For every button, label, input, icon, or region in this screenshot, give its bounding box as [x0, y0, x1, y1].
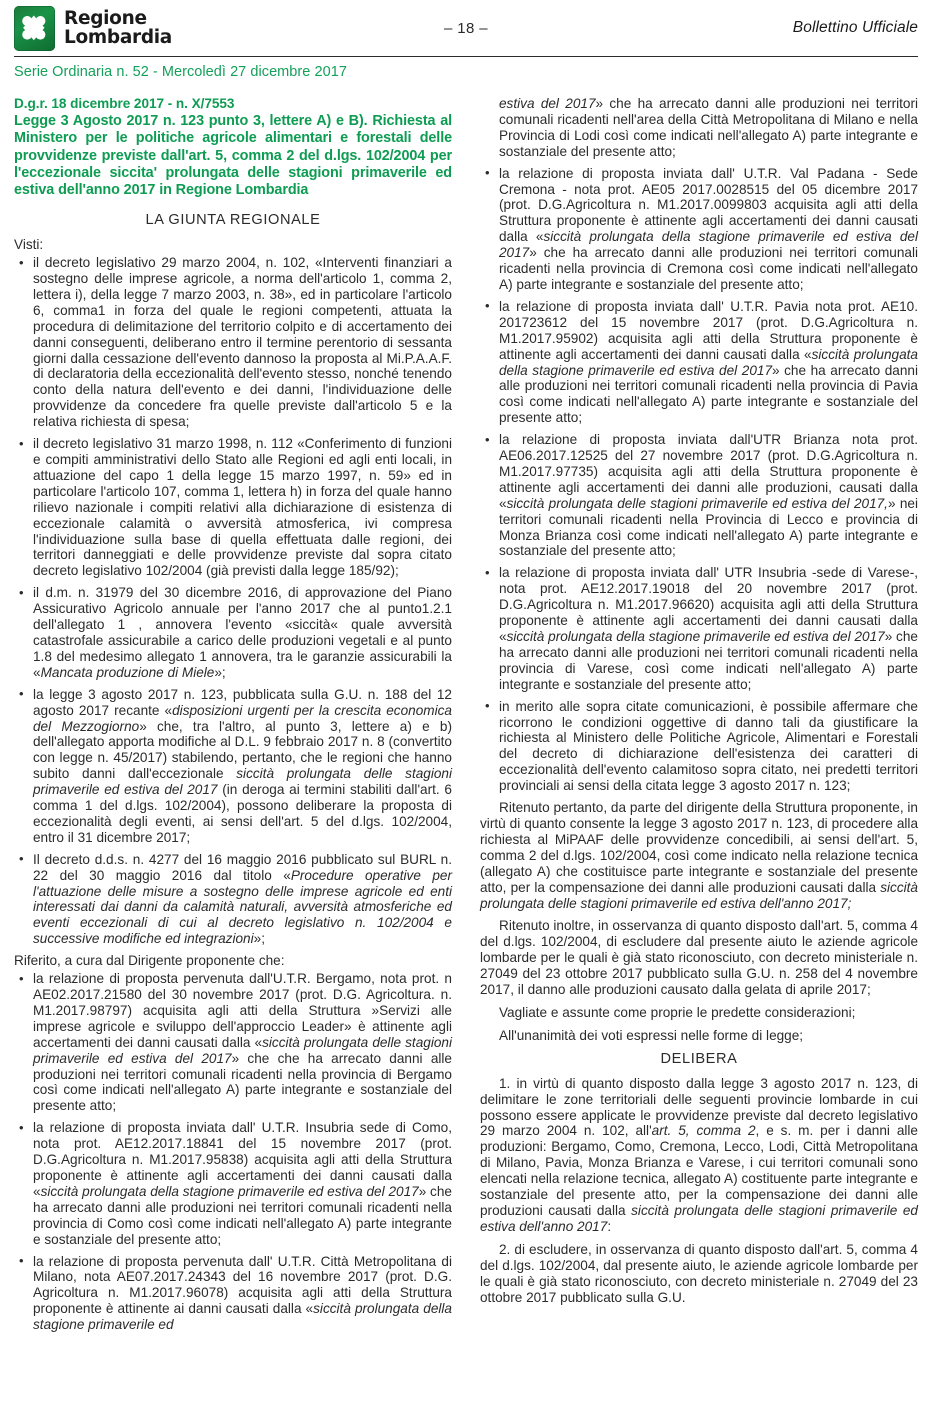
list-item — [14, 1120, 452, 1247]
text-run: la relazione di proposta inviata dall' U.T.R. Insubria sede di Como, nota prot. AE12.2017.18841 del 15 novembre 2017 (prot. D.G.Agricoltura n. M1.2017.95838) acquisita agli atti della Struttura proponente è attinente agli accertamenti dei danni causati dalla « — [33, 1120, 452, 1199]
text-run: : — [607, 1218, 612, 1234]
logo-line-regione: Regione — [64, 7, 147, 29]
text-run: »; — [214, 664, 226, 680]
header-divider — [14, 56, 918, 57]
text-run-italic: siccità prolungata delle stagioni primaverile ed estiva dell'anno 2017 — [480, 1203, 918, 1234]
text-run: , e s. m. per i danni alle produzioni: Bergamo, Como, Cremona, Lecco, Lodi, Città Metropolitana di Milano, Pavia, Monza Brianza e Varese, i cui territori comunali sono elencati nella relazione tecnica, allegato A) costituente parte integrante e sostanziale del presente atto, per la compensazione dei danni alle produzioni causati dalla — [480, 1123, 918, 1218]
paragraph-ritenuto-inoltre: Ritenuto inoltre, in osservanza di quanto disposto dall'art. 5, comma 4 del d.lgs. 102/2004, di escludere dal presente aiuto le aziende agricole lombarde per le quali è già stato riconosciuto, con decreto ministeriale n. 27049 del 23 ottobre 2017 pubblicato sulla G.U. n. 258 del 4 novembre 2017, il danno alle produzioni causato dalla gelata di aprile 2017; — [480, 918, 918, 998]
list-item — [14, 1254, 452, 1334]
two-column-body — [14, 96, 918, 1339]
list-item: • in merito alle sopra citate comunicazioni, è possibile affermare che ricorrono le condizioni oggettive di danno tali da giustificare la richiesta al Ministero delle Politiche Agricole, Alimentari e Forestali del decreto di dichiarazione dell'esistenza dei caratteri di eccezionalità dell'evento calamitoso sopra citato, nei predetti territori provinciali ai sensi della citata legge 3 agosto 2017 n. 123; — [480, 699, 918, 794]
paragraph-ritenuto-pertanto — [480, 800, 918, 911]
text-run: Il decreto d.d.s. n. 4277 del 16 maggio 2016 pubblicato sul BURL n. 22 del 30 maggio 2016 dal titolo « — [33, 851, 452, 883]
paragraph-delibera-2: 2. di escludere, in osservanza di quanto disposto dall'art. 5, comma 4 del d.lgs. 102/2004, dal presente aiuto, le aziende agricole lombarde per le quali è già stato riconosciuto, con decreto ministeriale n. 27049 del 23 ottobre 2017 pubblicato sulla G.U. — [480, 1241, 918, 1305]
text-run: » che ha arrecato danni alle produzioni nei territori comunali ricadenti nella provincia di Como così come indicati nell'allegato A) parte integrante e sostanziale del presente atto; — [33, 1183, 452, 1247]
text-run-italic: siccità prolungata della stagione primaverile ed — [33, 1301, 452, 1333]
text-run-italic: disposizioni urgenti per la crescita economica del Mezzogiorno — [33, 702, 452, 734]
left-column — [14, 96, 452, 1339]
text-run: la relazione di proposta inviata dall' UTR Insubria -sede di Varese-, nota prot. AE12.2017.19018 del 20 novembre 2017 (prot. D.G.Agricoltura n. M1.2017.96620) acquisita agli atti della Struttura proponente è attinente agli accertamenti dei danni causati dalla « — [499, 565, 918, 644]
paragraph-delibera-1 — [480, 1076, 918, 1235]
list-item — [14, 687, 452, 846]
text-run-italic: siccità prolungata della stagione primaverile ed estiva del 2017 — [40, 1183, 419, 1199]
text-run: » che, tra l'altro, al punto 3, lettere a) e b) dell'allegato apporta modifiche al D.L. 9 febbraio 2017 n. 8 (convertito con legge n. 45/2017) stabilendo, pertanto, che le regioni che hanno subito danni dall'eccezionale — [33, 718, 452, 782]
text-run: » che ha arrecato danni alle produzioni nei territori comunali ricadenti nella provincia di Cremona così come indicati nell'allegato A) parte integrante e sostanziale del presente atto; — [499, 245, 918, 292]
text-run-italic: estiva del 2017 — [499, 96, 596, 111]
list-item — [480, 299, 918, 426]
list-item — [480, 565, 918, 692]
text-run: (in deroga ai termini stabiliti dall'art. 6 comma 1 del d.lgs. 102/2004), possono deliberare la proposta di eccezionalità degli eventi, ai sensi dell'art. 5 del d.lgs. 102/2004, entro il 31 dicembre 2017; — [33, 782, 452, 845]
act-reference: D.g.r. 18 dicembre 2017 - n. X/7553 — [14, 96, 235, 111]
paragraph-vagliate: Vagliate e assunte come proprie le predette considerazioni; — [499, 1004, 856, 1020]
text-run-italic: siccità prolungata della stagione primaverile ed estiva del 2017 — [506, 629, 885, 644]
text-run: la relazione di proposta pervenuta dall'U.T.R. Bergamo, nota prot. n AE02.2017.21580 del 30 novembre 2017 (prot. D.G. Agricoltura. n. M1.2017.98797) acquisita agli atti della Struttura »Servizi alle imprese agricole e sviluppo dell'approccio Leader» è attinente agli accertamenti dei danni causati dalla « — [33, 971, 452, 1050]
text-run: la relazione di proposta inviata dall' U.T.R. Val Padana - Sede Cremona - nota prot. AE05 2017.0028515 del 05 dicembre 2017 (prot. D.G.Agricoltura n. M1.2017.0099803 acquisita agli atti della Struttura proponente è attinente agli accertamenti dei danni causati dalla « — [499, 165, 918, 245]
list-item: • il decreto legislativo 29 marzo 2004, n. 102, «Interventi finanziari a sostegno delle imprese agricole, a norma dell'articolo 1, comma 2, lettera i), della legge 7 marzo 2003, n. 38», ed in particolare l'articolo 6, comma1 in forza del quale le regioni competenti, attuata la procedura di delimitazione del territorio colpito e di accertamento dei danni conseguenti, deliberano entro il termine perentorio di sessanta giorni dalla cessazione dell'evento dannoso la proposta al Mi.P.A.A.F. di declaratoria della eccezionalità dell'evento stesso, nonché tenendo conto della natura dell'evento e dei danni, l'individuazione delle provvidenze da concedere fra quelle previste dall'articolo 5 e la relativa richiesta di spesa; — [14, 255, 452, 430]
publication-name: Bollettino Ufficiale — [792, 19, 918, 36]
text-run-italic: Mancata produzione di Miele — [40, 664, 215, 680]
text-run: » che ha arrecato danni alle produzioni nei territori comunali ricadenti nella provincia di Varese, così come indicati nell'allegato A) parte integrante e sostanziale del presente atto; — [499, 629, 918, 692]
riferito-list — [14, 971, 452, 1333]
serie-line: Serie Ordinaria n. 52 - Mercoledì 27 dicembre 2017 — [14, 64, 347, 80]
delibera-heading: DELIBERA — [660, 1050, 738, 1067]
logo-line-lombardia: Lombardia — [64, 27, 172, 48]
text-run: la legge 3 agosto 2017 n. 123, pubblicata sulla G.U. n. 188 del 12 agosto 2017 recante « — [33, 686, 452, 718]
text-run: la relazione di proposta inviata dall'UTR Brianza nota prot. AE06.2017.12525 del 27 novembre 2017 (prot. D.G.Agricoltura n. M1.2017.97735) acquisita agli atti della Struttura proponente è attinente agli accertamenti dei danni alle produzioni, causati dalla « — [499, 432, 918, 511]
list-item: • il decreto legislativo 31 marzo 1998, n. 112 «Conferimento di funzioni e compiti amministrativi dello Stato alle Regioni ed agli enti locali, in attuazione del capo 1 della legge 15 marzo 1997, n. 59» ed in particolare l'articolo 107, comma 1, lettera h) in forza del quale hanno rilievo nazionale i compiti relativi alla dichiarazione di esistenza di eccezionale calamità o avversità atmosferica, ivi compresa l'individuazione sulla base di quella effettuata dalle regioni, dei territori danneggiati e delle provvidenze previste dal sopra citato decreto legislativo 102/2004 (già previsti dalla legge 185/92); — [14, 436, 452, 579]
page-number: – 18 – — [443, 19, 489, 37]
text-run: » che ha arrecato danni alle produzioni nei territori comunali ricadenti nell'area della Città Metropolitana di Milano e nella Provincia di Lodi così come indicati nell'allegato A) parte integrante e sostanziale del presente atto; — [499, 96, 919, 159]
text-run: la relazione di proposta pervenuta dall' U.T.R. Città Metropolitana di Milano, nota AE07.2017.24343 del 16 novembre 2017 (prot. D.G. Agricoltura n. M1.2017.96078) acquisita agli atti della Struttura proponente è attinente ai danni causati dalla « — [33, 1253, 452, 1317]
riferito-list-continued — [480, 166, 918, 794]
list-item — [480, 432, 918, 559]
right-column — [480, 96, 918, 1312]
text-run: il d.m. n. 31979 del 30 dicembre 2016, di approvazione del Piano Assicurativo Agricolo annuale per l'anno 2017 che al punto1.2.1 dell'allegato 1 , annovera l'evento «siccità« quale avversità catastrofale assicurabile a carico delle produzioni vegetali e al punto 1.8 del medesimo allegato 1 annovera, tra le garanzie assicurabili la « — [33, 585, 452, 680]
text-run-italic: siccità prolungata delle stagioni primaverile ed estiva del 2017, — [506, 495, 888, 511]
visti-list — [14, 255, 452, 947]
list-item — [14, 971, 452, 1114]
visti-label: Visti: — [14, 237, 44, 253]
issuing-body: LA GIUNTA REGIONALE — [145, 212, 321, 229]
text-run-italic: siccità prolungata della stagione primaverile ed estiva del 2017 — [499, 229, 918, 261]
text-run: 1. in virtù di quanto disposto dalla legge 3 agosto 2017 n. 123, di delimitare le zone territoriali delle seguenti provincie lombarde in cui possono essere applicate le provvidenze previste dal decreto legislativo 29 marzo 2004 n. 102, all' — [480, 1075, 918, 1139]
list-item — [14, 585, 452, 680]
text-run-italic: art. 5, comma 2 — [651, 1123, 756, 1139]
text-run: Ritenuto pertanto, da parte del dirigente della Struttura proponente, in virtù di quanto consente la legge 3 agosto 2017 n. 123, di procedere alla richiesta al MiPAAF delle provvidenze concedibili, ai sensi dell'art. 5, comma 2 del d.lgs. 102/2004, così come indicato nella relazione tecnica (allegato A) che costituisce parte integrante e sostanziale del presente atto, per la compensazione dei danni alle produzioni causati dalla — [480, 800, 918, 895]
act-title: Legge 3 Agosto 2017 n. 123 punto 3, lettere A) e B). Richiesta al Ministero per le politiche agricole alimentari e forestali delle provvidenze previste dall'art. 5, comma 2 del d.lgs. 102/2004 per l'eccezionale siccita' prolungata delle stagioni primaverile ed estiva dell'anno 2017 in Regione Lombardia — [14, 113, 452, 199]
text-run-italic: siccità prolungata delle stagioni primaverile ed estiva dell'anno 2017; — [480, 879, 918, 911]
paragraph-unanimita: All'unanimità dei voti espressi nelle forme di legge; — [499, 1027, 804, 1043]
text-run: » che ha arrecato danni alle produzioni nei territori comunali ricadenti nella provincia di Pavia così come indicati nell'allegato A) parte integrante e sostanziale del presente atto; — [499, 362, 918, 426]
list-item — [14, 852, 452, 947]
page-header — [14, 0, 918, 56]
paragraph-milano-continuation — [499, 96, 918, 160]
text-run: » nei territori comunali ricadenti nella Provincia di Lecco e provincia di Monza Brianza così come indicati nell'allegato A) parte integrante e sostanziale del presente atto; — [499, 495, 918, 559]
text-run-italic: siccità prolungata della stagione primaverile ed estiva del 2017 — [499, 346, 918, 378]
text-run-italic: siccità prolungata delle stagioni primaverile ed estiva del 2017 — [33, 1034, 452, 1066]
text-run-italic: siccità prolungata delle stagioni primaverile ed estiva del 2017 — [33, 766, 452, 798]
text-run: la relazione di proposta inviata dall' U.T.R. Pavia nota prot. AE10. 201723612 del 15 novembre 2017 (prot. D.G.Agricoltura n. M1.2017.95902) acquisita agli atti della Struttura proponente è attinente agli accertamenti dei danni causati dalla « — [499, 298, 918, 362]
text-run: »; — [253, 931, 265, 947]
list-item — [480, 166, 918, 293]
text-run: » che che ha arrecato danni alle produzioni nei territori comunali ricadenti nella provincia di Bergamo così come indicati nell'allegato A) parte integrante e sostanziale del presente atto; — [33, 1050, 452, 1114]
riferito-label: Riferito, a cura dal Dirigente proponente che: — [14, 953, 285, 969]
text-run-italic: Procedure operative per l'attuazione delle misure a sostegno delle imprese agricole ed enti interessati dai danni da calamità naturali, avversità atmosferiche ed eventi eccezionali di cui al decreto legislativo n. 102/2004 e successive modifiche ed integrazioni — [33, 867, 453, 947]
